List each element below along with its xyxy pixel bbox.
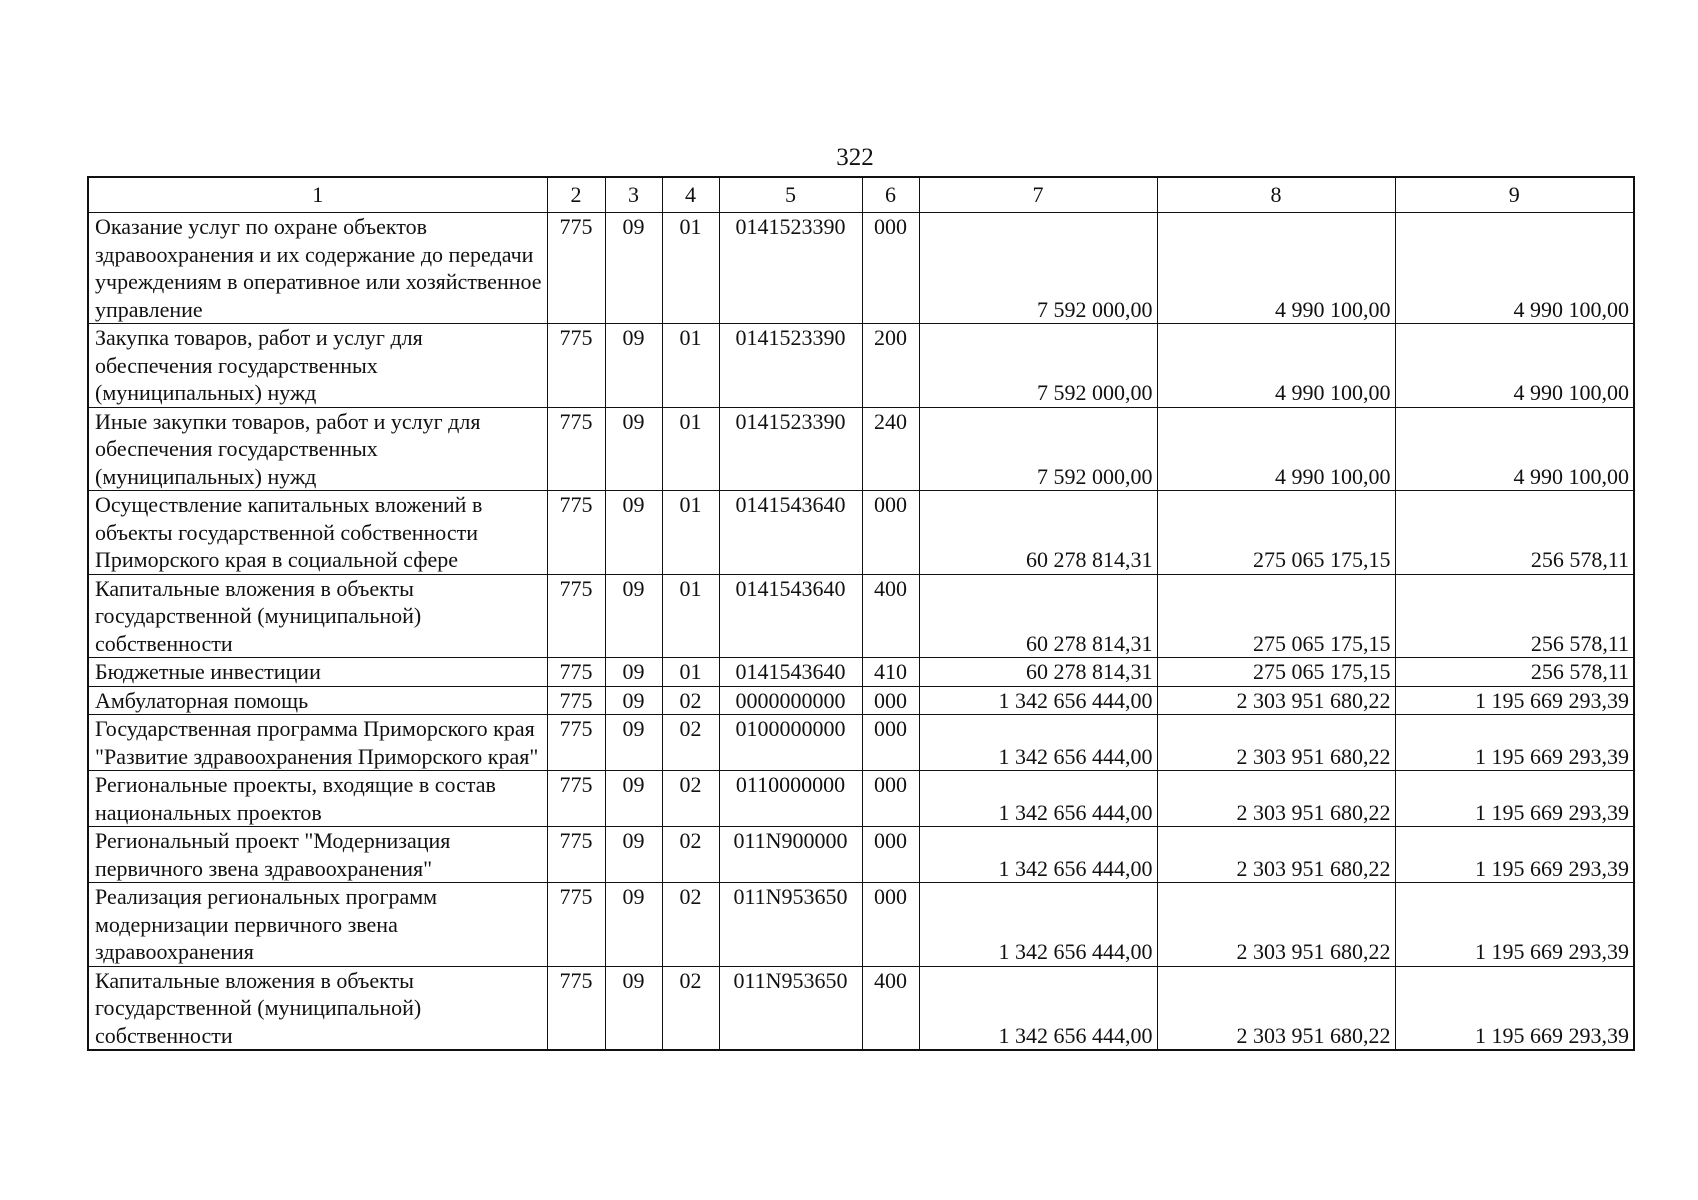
ministry-code: 775	[547, 966, 605, 1050]
column-header: 8	[1157, 177, 1395, 213]
column-header: 2	[547, 177, 605, 213]
amount-col-9: 4 990 100,00	[1395, 213, 1634, 324]
target-article-code: 0141543640	[719, 574, 862, 658]
subsection-code: 02	[662, 966, 719, 1050]
amount-col-7: 1 342 656 444,00	[919, 827, 1157, 883]
amount-col-8: 275 065 175,15	[1157, 491, 1395, 575]
ministry-code: 775	[547, 574, 605, 658]
amount-col-9: 1 195 669 293,39	[1395, 771, 1634, 827]
target-article-code: 0141523390	[719, 407, 862, 491]
table-row	[88, 407, 1634, 491]
amount-col-7: 1 342 656 444,00	[919, 771, 1157, 827]
amount-col-9: 1 195 669 293,39	[1395, 883, 1634, 967]
target-article-code: 0141543640	[719, 491, 862, 575]
section-code: 09	[605, 213, 662, 324]
ministry-code: 775	[547, 658, 605, 687]
ministry-code: 775	[547, 491, 605, 575]
expense-type-code: 200	[862, 324, 919, 408]
amount-col-8: 2 303 951 680,22	[1157, 686, 1395, 715]
amount-col-8: 275 065 175,15	[1157, 658, 1395, 687]
budget-table	[87, 176, 1635, 1051]
table-row	[88, 324, 1634, 408]
section-code: 09	[605, 686, 662, 715]
amount-col-9: 256 578,11	[1395, 658, 1634, 687]
subsection-code: 02	[662, 715, 719, 771]
section-code: 09	[605, 966, 662, 1050]
table-row	[88, 491, 1634, 575]
subsection-code: 02	[662, 771, 719, 827]
amount-col-8: 4 990 100,00	[1157, 213, 1395, 324]
target-article-code: 0141523390	[719, 213, 862, 324]
amount-col-8: 4 990 100,00	[1157, 324, 1395, 408]
table-row	[88, 686, 1634, 715]
target-article-code: 011N953650	[719, 966, 862, 1050]
table-row	[88, 966, 1634, 1050]
target-article-code: 0110000000	[719, 771, 862, 827]
expense-type-code: 410	[862, 658, 919, 687]
target-article-code: 011N953650	[719, 883, 862, 967]
amount-col-8: 2 303 951 680,22	[1157, 966, 1395, 1050]
target-article-code: 0000000000	[719, 686, 862, 715]
amount-col-8: 275 065 175,15	[1157, 574, 1395, 658]
amount-col-7: 1 342 656 444,00	[919, 966, 1157, 1050]
amount-col-7: 7 592 000,00	[919, 324, 1157, 408]
amount-col-9: 1 195 669 293,39	[1395, 715, 1634, 771]
header-row	[88, 177, 1634, 213]
target-article-code: 0141523390	[719, 324, 862, 408]
amount-col-7: 7 592 000,00	[919, 407, 1157, 491]
amount-col-7: 7 592 000,00	[919, 213, 1157, 324]
row-name: Осуществление капитальных вложений в объекты государственной собственности Приморского края в социальной сфере	[88, 491, 547, 575]
table-row	[88, 771, 1634, 827]
subsection-code: 01	[662, 491, 719, 575]
section-code: 09	[605, 491, 662, 575]
row-name: Амбулаторная помощь	[88, 686, 547, 715]
amount-col-7: 1 342 656 444,00	[919, 686, 1157, 715]
amount-col-8: 2 303 951 680,22	[1157, 883, 1395, 967]
subsection-code: 01	[662, 324, 719, 408]
row-name: Закупка товаров, работ и услуг для обеспечения государственных (муниципальных) нужд	[88, 324, 547, 408]
amount-col-8: 2 303 951 680,22	[1157, 715, 1395, 771]
table-row	[88, 715, 1634, 771]
column-header: 3	[605, 177, 662, 213]
subsection-code: 02	[662, 883, 719, 967]
amount-col-9: 1 195 669 293,39	[1395, 827, 1634, 883]
subsection-code: 01	[662, 574, 719, 658]
amount-col-9: 256 578,11	[1395, 574, 1634, 658]
table-row	[88, 658, 1634, 687]
section-code: 09	[605, 883, 662, 967]
amount-col-8: 4 990 100,00	[1157, 407, 1395, 491]
amount-col-9: 4 990 100,00	[1395, 324, 1634, 408]
ministry-code: 775	[547, 686, 605, 715]
page-number: 322	[836, 144, 874, 171]
column-header: 9	[1395, 177, 1634, 213]
expense-type-code: 000	[862, 883, 919, 967]
row-name: Реализация региональных программ модернизации первичного звена здравоохранения	[88, 883, 547, 967]
expense-type-code: 000	[862, 686, 919, 715]
amount-col-9: 1 195 669 293,39	[1395, 686, 1634, 715]
ministry-code: 775	[547, 324, 605, 408]
row-name: Бюджетные инвестиции	[88, 658, 547, 687]
section-code: 09	[605, 658, 662, 687]
ministry-code: 775	[547, 883, 605, 967]
amount-col-9: 256 578,11	[1395, 491, 1634, 575]
table-row	[88, 827, 1634, 883]
expense-type-code: 000	[862, 771, 919, 827]
amount-col-7: 60 278 814,31	[919, 658, 1157, 687]
amount-col-7: 60 278 814,31	[919, 491, 1157, 575]
amount-col-9: 4 990 100,00	[1395, 407, 1634, 491]
subsection-code: 01	[662, 658, 719, 687]
amount-col-9: 1 195 669 293,39	[1395, 966, 1634, 1050]
section-code: 09	[605, 827, 662, 883]
subsection-code: 01	[662, 213, 719, 324]
expense-type-code: 400	[862, 574, 919, 658]
column-header: 6	[862, 177, 919, 213]
ministry-code: 775	[547, 407, 605, 491]
ministry-code: 775	[547, 827, 605, 883]
column-header: 4	[662, 177, 719, 213]
row-name: Капитальные вложения в объекты государственной (муниципальной) собственности	[88, 574, 547, 658]
row-name: Оказание услуг по охране объектов здравоохранения и их содержание до передачи учреждениям в оперативное или хозяйственное управление	[88, 213, 547, 324]
expense-type-code: 000	[862, 491, 919, 575]
amount-col-7: 1 342 656 444,00	[919, 715, 1157, 771]
amount-col-7: 1 342 656 444,00	[919, 883, 1157, 967]
amount-col-7: 60 278 814,31	[919, 574, 1157, 658]
target-article-code: 0141543640	[719, 658, 862, 687]
row-name: Капитальные вложения в объекты государственной (муниципальной) собственности	[88, 966, 547, 1050]
amount-col-8: 2 303 951 680,22	[1157, 771, 1395, 827]
subsection-code: 01	[662, 407, 719, 491]
section-code: 09	[605, 771, 662, 827]
expense-type-code: 400	[862, 966, 919, 1050]
section-code: 09	[605, 324, 662, 408]
column-header: 7	[919, 177, 1157, 213]
ministry-code: 775	[547, 715, 605, 771]
table-row	[88, 883, 1634, 967]
section-code: 09	[605, 715, 662, 771]
expense-type-code: 000	[862, 715, 919, 771]
ministry-code: 775	[547, 771, 605, 827]
row-name: Государственная программа Приморского края "Развитие здравоохранения Приморского края"	[88, 715, 547, 771]
amount-col-8: 2 303 951 680,22	[1157, 827, 1395, 883]
table-row	[88, 574, 1634, 658]
row-name: Иные закупки товаров, работ и услуг для обеспечения государственных (муниципальных) нужд	[88, 407, 547, 491]
column-header: 1	[88, 177, 547, 213]
expense-type-code: 000	[862, 827, 919, 883]
column-header: 5	[719, 177, 862, 213]
row-name: Региональные проекты, входящие в состав национальных проектов	[88, 771, 547, 827]
subsection-code: 02	[662, 827, 719, 883]
row-name: Региональный проект "Модернизация первичного звена здравоохранения"	[88, 827, 547, 883]
table-row	[88, 213, 1634, 324]
subsection-code: 02	[662, 686, 719, 715]
section-code: 09	[605, 407, 662, 491]
target-article-code: 011N900000	[719, 827, 862, 883]
ministry-code: 775	[547, 213, 605, 324]
section-code: 09	[605, 574, 662, 658]
expense-type-code: 000	[862, 213, 919, 324]
expense-type-code: 240	[862, 407, 919, 491]
target-article-code: 0100000000	[719, 715, 862, 771]
